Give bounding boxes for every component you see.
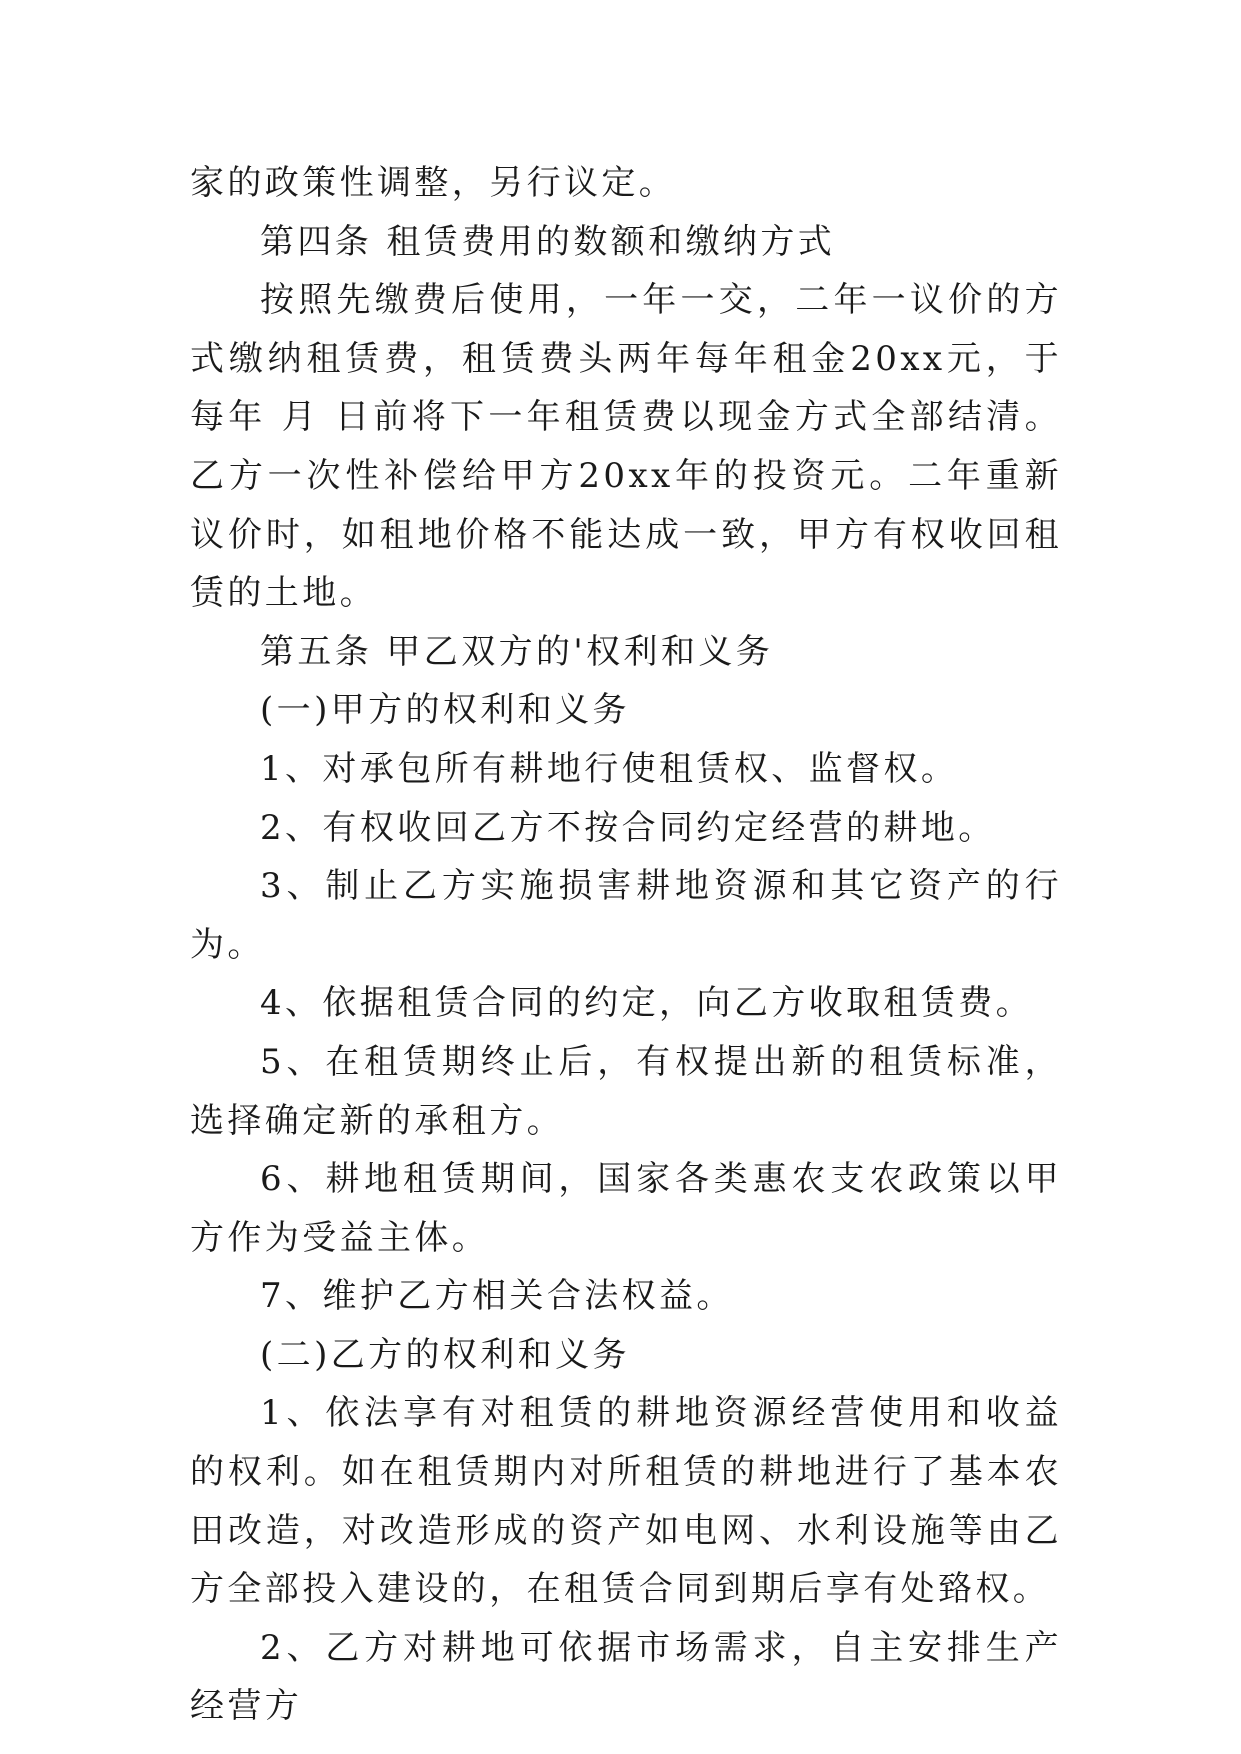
paragraph-rent-payment: 按照先缴费后使用，一年一交，二年一议价的方式缴纳租赁费，租赁费头两年每年租金20xx元，于每年 月 日前将下一年租赁费以现金方式全部结清。乙方一次性补偿给甲方20xx年的投资元。二年重新议价时，如租地价格不能达成一致，甲方有权收回租赁的土地。 [190, 280, 1062, 614]
article-5-heading: 第五条 甲乙双方的'权利和义务 [260, 631, 774, 672]
party-a-item-4: 4、依据租赁合同的约定，向乙方收取租赁费。 [260, 983, 1034, 1024]
party-b-item-1: 1、依法享有对租赁的耕地资源经营使用和收益的权利。如在租赁期内对所租赁的耕地进行了基本农田改造，对改造形成的资产如电网、水利设施等由乙方全部投入建设的，在租赁合同到期后享有处臵权。 [190, 1393, 1062, 1610]
party-b-section-heading: (二)乙方的权利和义务 [260, 1334, 630, 1375]
paragraph-policy-adjustment: 家的政策性调整，另行议定。 [190, 163, 677, 203]
article-4-heading: 第四条 租赁费用的数额和缴纳方式 [260, 221, 836, 262]
party-a-item-3: 3、制止乙方实施损害耕地资源和其它资产的行为。 [190, 866, 1062, 965]
party-a-item-5: 5、在租赁期终止后，有权提出新的租赁标准，选择确定新的承租方。 [190, 1041, 1062, 1141]
party-a-item-1: 1、对承包所有耕地行使租赁权、监督权。 [260, 748, 959, 789]
party-a-item-7: 7、维护乙方相关合法权益。 [260, 1276, 734, 1317]
party-a-item-6: 6、耕地租赁期间，国家各类惠农支农政策以甲方作为受益主体。 [190, 1159, 1062, 1258]
party-a-section-heading: (一)甲方的权利和义务 [260, 690, 630, 731]
party-b-item-2: 2、乙方对耕地可依据市场需求，自主安排生产经营方 [190, 1627, 1062, 1727]
document-body [190, 154, 1062, 1736]
party-a-item-2: 2、有权收回乙方不按合同约定经营的耕地。 [260, 807, 996, 848]
